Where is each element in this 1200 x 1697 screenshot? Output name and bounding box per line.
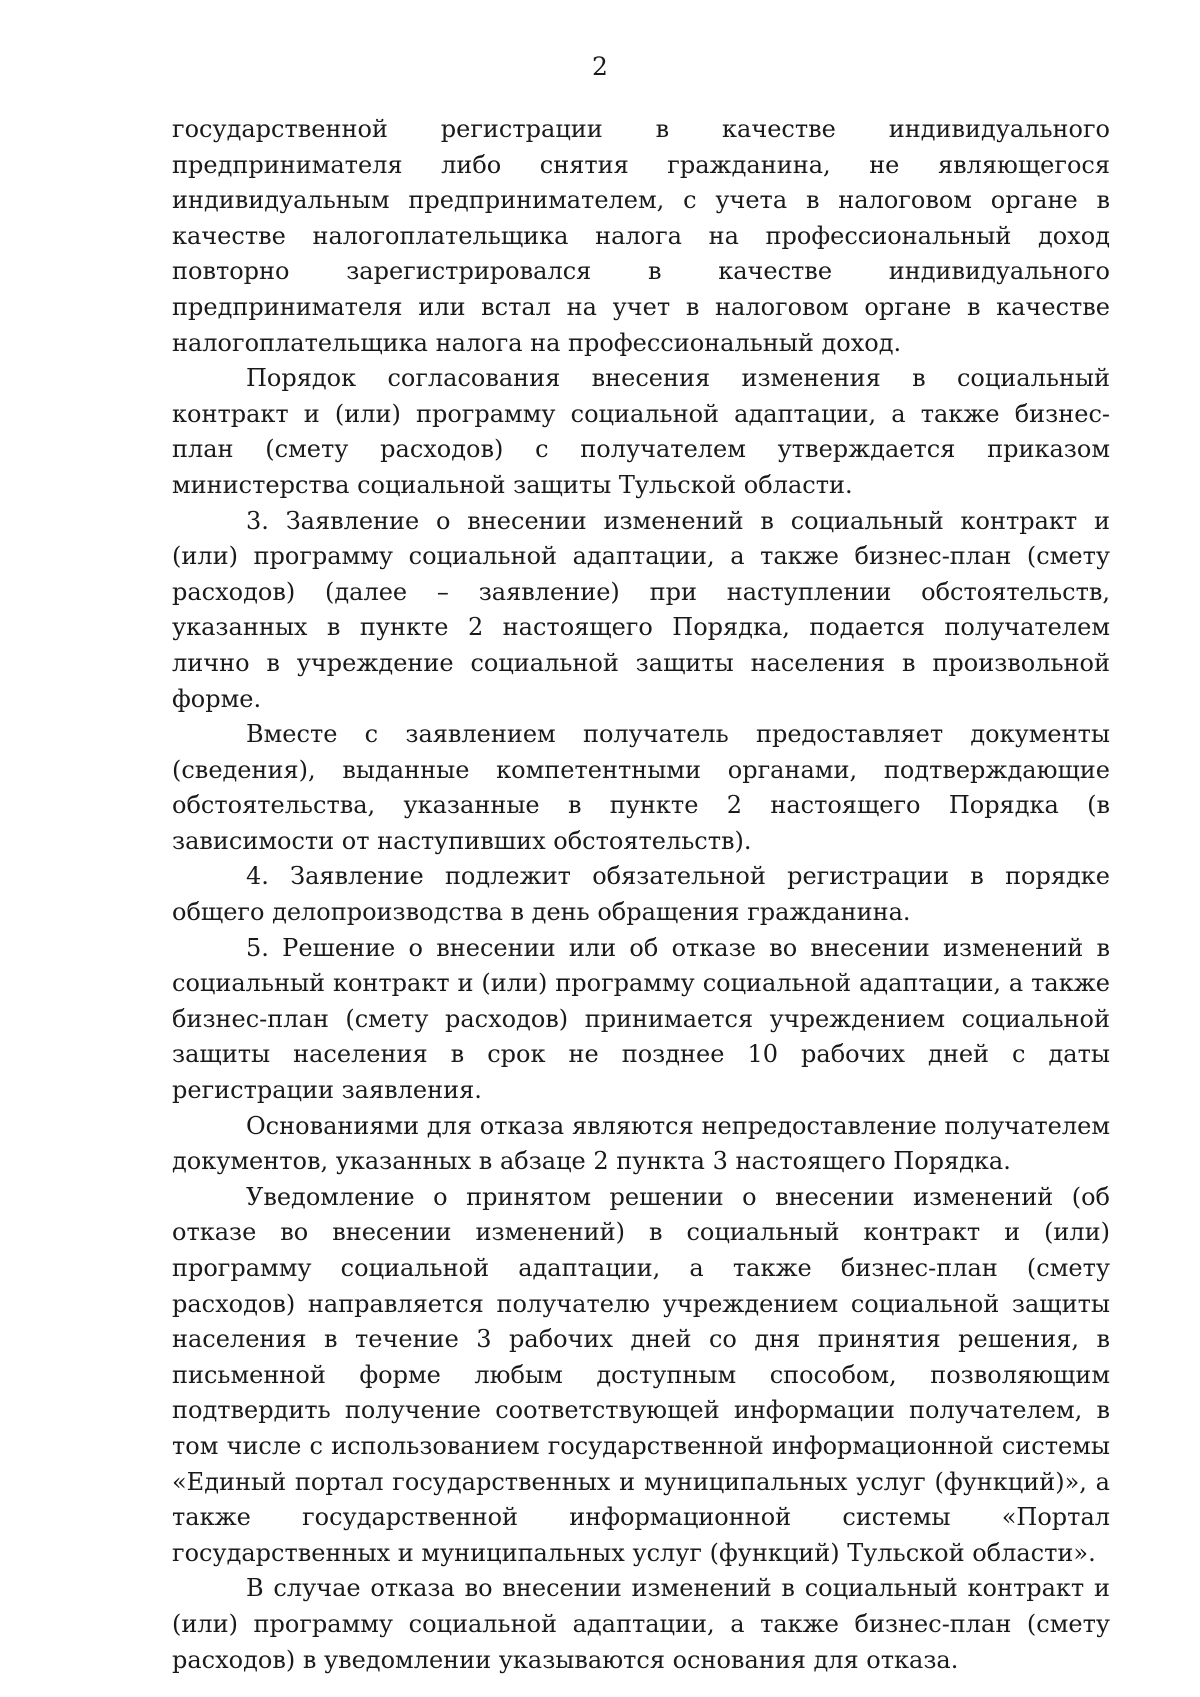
paragraph-refusal-notice: В случае отказа во внесении изменений в социальный контракт и (или) программу социальной адаптации, а также бизнес-план (смету расходов) в уведомлении указываются основания для отказа.	[172, 1574, 1110, 1674]
paragraph-item-3: 3. Заявление о внесении изменений в социальный контракт и (или) программу социальной адаптации, а также бизнес-план (смету расходов) (далее – заявление) при наступлении обстоятельств, указанных в пункте 2 настоящего Порядка, подается получателем лично в учреждение социальной защиты населения в произвольной форме.	[172, 506, 1110, 713]
paragraph-approval-order: Порядок согласования внесения изменения в социальный контракт и (или) программу социальной адаптации, а также бизнес-план (смету расходов) с получателем утверждается приказом министерства социальной защиты Тульской области.	[172, 364, 1110, 499]
paragraph-item-5: 5. Решение о внесении или об отказе во внесении изменений в социальный контракт и (или) программу социальной адаптации, а также бизнес-план (смету расходов) принимается учреждением социальной защиты населения в срок не позднее 10 рабочих дней с даты регистрации заявления.	[172, 933, 1110, 1105]
document-body	[172, 112, 1110, 1678]
paragraph-continuation: государственной регистрации в качестве индивидуального предпринимателя либо снятия гражданина, не являющегося индивидуальным предпринимателем, с учета в налоговом органе в качестве налогоплательщика налога на профессиональный доход повторно зарегистрировался в качестве индивидуального предпринимателя или встал на учет в налоговом органе в качестве налогоплательщика налога на профессиональный доход.	[172, 115, 1110, 357]
paragraph-documents: Вместе с заявлением получатель предоставляет документы (сведения), выданные компетентными органами, подтверждающие обстоятельства, указанные в пункте 2 настоящего Порядка (в зависимости от наступивших обстоятельств).	[172, 720, 1110, 855]
paragraph-notification: Уведомление о принятом решении о внесении изменений (об отказе во внесении изменений) в социальный контракт и (или) программу социальной адаптации, а также бизнес-план (смету расходов) направляется получателю учреждением социальной защиты населения в течение 3 рабочих дней со дня принятия решения, в письменной форме любым доступным способом, позволяющим подтвердить получение соответствующей информации получателем, в том числе с использованием государственной информационной системы «Единый портал государственных и муниципальных услуг (функций)», а также государственной информационной системы «Портал государственных и муниципальных услуг (функций) Тульской области».	[172, 1182, 1110, 1567]
paragraph-item-4: 4. Заявление подлежит обязательной регистрации в порядке общего делопроизводства в день обращения гражданина.	[172, 862, 1110, 927]
page-number: 2	[592, 52, 608, 81]
paragraph-refusal-grounds: Основаниями для отказа являются непредоставление получателем документов, указанных в абзаце 2 пункта 3 настоящего Порядка.	[172, 1111, 1110, 1176]
